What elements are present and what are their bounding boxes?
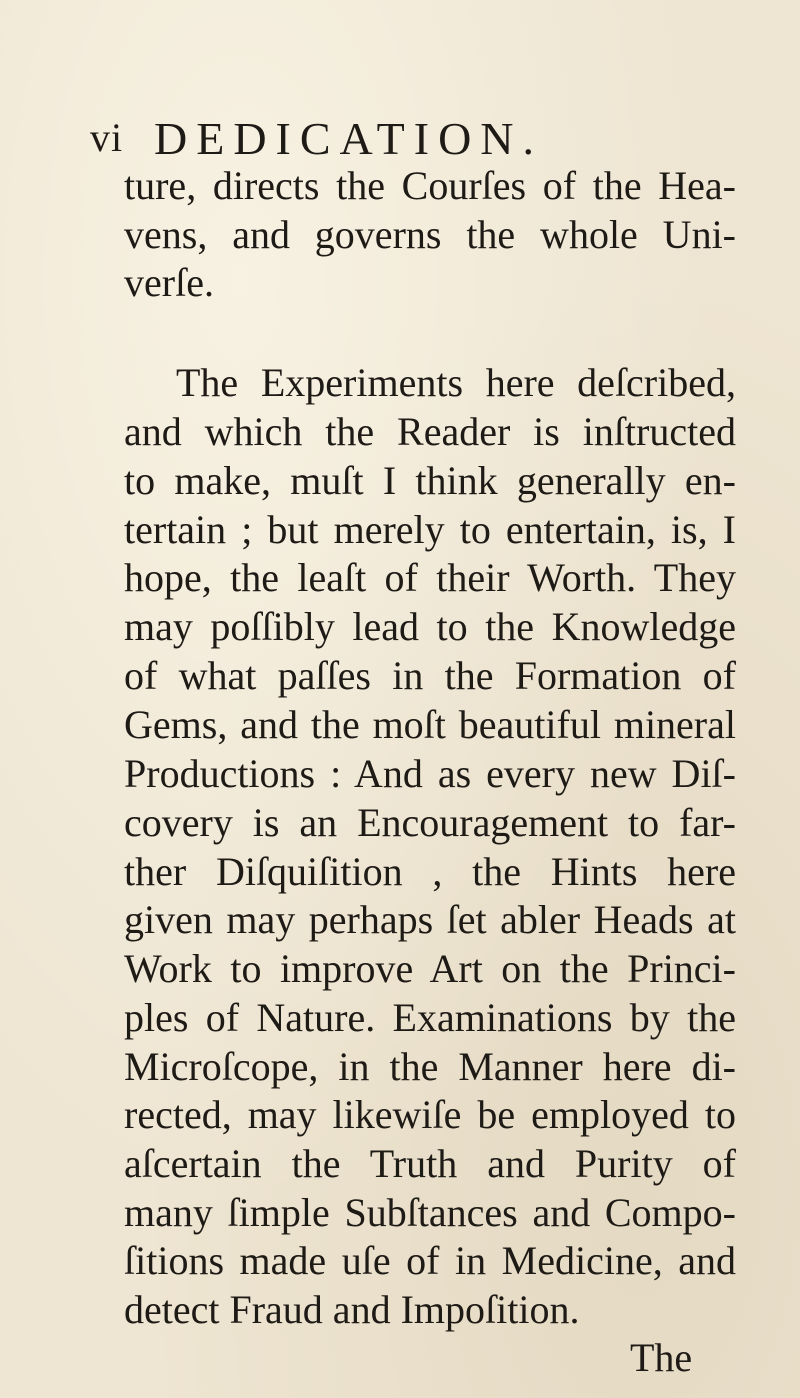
text-line: ſitions made uſe of in Medicine, and [124,1238,736,1283]
text-line: tertain ; but merely to entertain, is, I [124,507,736,552]
text-line: covery is an Encouragement to far- [124,800,736,845]
text-line: rected, may likewiſe be employed to [124,1092,736,1137]
text-line: Gems, and the moſt beautiful mineral [124,702,736,747]
text-line: ther Diſquiſition , the Hints here [124,849,736,894]
running-head: DEDICATION. [154,113,544,164]
text-line: The Experiments here deſcribed, [176,360,736,405]
text-line: aſcertain the Truth and Purity of [124,1141,736,1186]
text-line: given may perhaps ſet abler Heads at [124,897,736,942]
text-line: of what paſſes in the Formation of [124,653,736,698]
text-line: Productions : And as every new Diſ- [124,751,736,796]
text-line: may poſſibly lead to the Knowledge [124,604,736,649]
text-line: vens, and governs the whole Uni- [124,212,736,257]
text-line: many ſimple Subſtances and Compo- [124,1190,736,1235]
text-line: Work to improve Art on the Princi- [124,946,736,991]
text-line: verſe. [124,260,214,305]
page-header [90,112,710,162]
text-line: to make, muſt I think generally en- [124,458,736,503]
text-line: detect Fraud and Impoſition. [124,1287,580,1332]
catchword: The [630,1335,693,1380]
text-line: Microſcope, in the Manner here di- [124,1044,736,1089]
text-line: ture, directs the Courſes of the Hea- [124,163,736,208]
text-line: and which the Reader is inſtructed [124,409,736,454]
text-line: hope, the leaſt of their Worth. They [124,555,736,600]
text-line: ples of Nature. Examinations by the [124,995,736,1040]
page-number: vi [90,115,124,160]
